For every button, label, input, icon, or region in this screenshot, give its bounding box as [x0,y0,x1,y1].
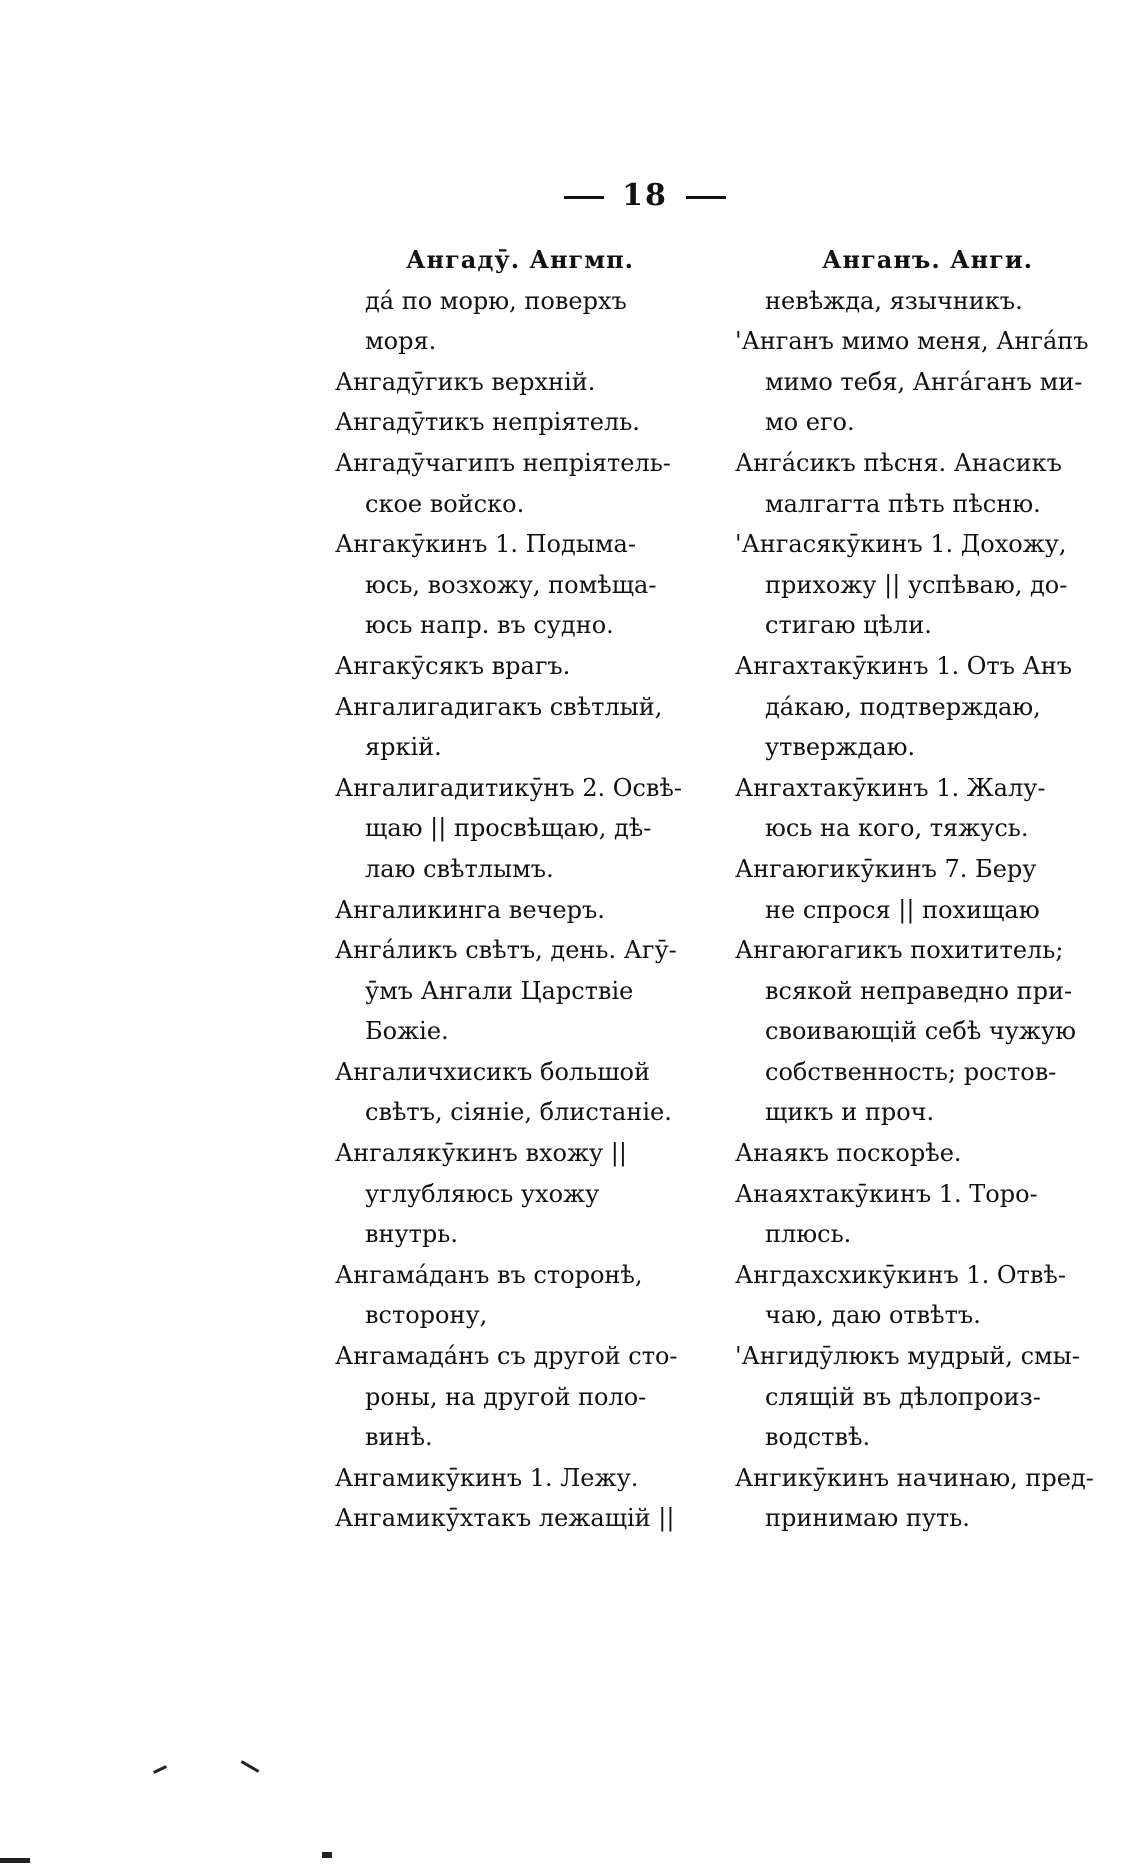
left-line: Ангалякӯкинъ вхожу || [335,1139,627,1168]
right-line: Анаяхтакӯкинъ 1. Торо- [735,1179,1038,1208]
left-line: Ангалигадигакъ свѣтлый, [335,692,663,721]
left-line: Ангадӯчагипъ непріятель- [335,448,671,477]
right-line: принимаю путь. [765,1504,970,1533]
right-column [735,240,1120,1539]
dash-right [686,196,726,199]
right-line: малгагта пѣть пѣсню. [765,489,1041,518]
right-line: Ангаюгагикъ похититель; [735,936,1064,965]
left-line: ӯмъ Ангали Царствіе [365,976,634,1005]
right-line: своивающій себѣ чужую [765,1017,1077,1046]
right-line: не спрося || похищаю [765,895,1040,924]
left-line: Ангамикӯкинъ 1. Лежу. [335,1463,639,1492]
left-line: роны, на другой поло- [365,1382,647,1411]
right-line: Ангикӯкинъ начинаю, пред- [735,1463,1094,1492]
left-line: Ангамáданъ въ сторонѣ, [335,1260,643,1289]
right-line: дáкаю, подтверждаю, [765,692,1041,721]
right-line: 'Анганъ мимо меня, Анга́пъ [735,327,1089,356]
right-column-entries [735,281,1120,1539]
scan-mark [241,1760,260,1773]
left-column-header: Ангадӯ. Ангмп. [405,245,635,274]
right-line: мимо тебя, Анга́ганъ ми- [765,367,1083,396]
left-line: Ангаличхисикъ большой [335,1057,650,1086]
right-line: 'Ангасякӯкинъ 1. Дохожу, [735,530,1067,559]
right-line: утверждаю. [765,733,916,762]
left-line: внутрь. [365,1220,458,1249]
left-line: углубляюсь ухожу [365,1179,600,1208]
left-column [335,240,705,1539]
left-line: Ангакӯкинъ 1. Подымa- [335,530,636,559]
right-line: прихожу || успѣваю, до- [765,570,1068,599]
page-number [0,178,1140,213]
page-number-text: 18 [622,178,668,213]
right-line: щикъ и проч. [765,1098,935,1127]
left-line: Ангаликинга вечеръ. [335,895,605,924]
right-line: Анаякъ поскорѣе. [735,1139,962,1168]
left-line: свѣтъ, сіяніе, блистаніе. [365,1098,672,1127]
left-line: моря. [365,327,437,356]
scan-mark [0,1858,30,1863]
right-line: плюсь. [765,1220,852,1249]
right-line: юсь на кого, тяжусь. [765,814,1029,843]
left-line: Анга́ликъ свѣтъ, день. Агӯ- [335,936,677,965]
left-line: да́ по морю, поверхъ [365,286,627,315]
right-column-header: Анганъ. Анги. [821,245,1034,274]
right-line: невѣжда, язычникъ. [765,286,1023,315]
right-line: всякой неправедно при- [765,976,1073,1005]
left-line: яркій. [365,733,442,762]
left-line: юсь напр. въ судно. [365,611,614,640]
right-line: 'Ангидӯлюкъ мудрый, смы- [735,1342,1080,1371]
left-line: винѣ. [365,1423,433,1452]
left-line: Ангалигадитикӯнъ 2. Освѣ- [335,773,682,802]
left-line: щаю || просвѣщаю, дѣ- [365,814,652,843]
right-line: Ангаюгикӯкинъ 7. Беру [735,854,1037,883]
right-line: стигаю цѣли. [765,611,932,640]
right-line: Ангахтакӯкинъ 1. Жалу- [735,773,1046,802]
left-line: Божіе. [365,1017,449,1046]
left-line: Ангакӯсякъ врагъ. [335,651,571,680]
right-line: собственность; ростов- [765,1057,1057,1086]
left-column-entries [335,281,705,1539]
left-line: Ангамикӯхтакъ лежащій || [335,1504,675,1533]
left-line: ское войско. [365,489,525,518]
left-line: юсь, возхожу, помѣща- [365,570,657,599]
dash-left [564,196,604,199]
right-line: слящій въ дѣлопроиз- [765,1382,1041,1411]
right-line: Ангахтакӯкинъ 1. Отъ Анъ [735,651,1073,680]
left-line: Ангадӯтикъ непріятель. [335,408,640,437]
left-line: Ангадӯгикъ верхній. [335,367,596,396]
left-line: всторону, [365,1301,488,1330]
right-line: мо его. [765,408,855,437]
right-line: водствѣ. [765,1423,871,1452]
scan-mark [153,1765,167,1774]
scan-mark [322,1852,332,1858]
right-line: чаю, даю отвѣтъ. [765,1301,981,1330]
left-line: Ангамадáнъ съ другой сто- [335,1342,678,1371]
left-line: лаю свѣтлымъ. [365,854,554,883]
right-line: Ангдахсхикӯкинъ 1. Отвѣ- [735,1260,1066,1289]
right-line: Анга́сикъ пѣсня. Анасикъ [735,448,1062,477]
